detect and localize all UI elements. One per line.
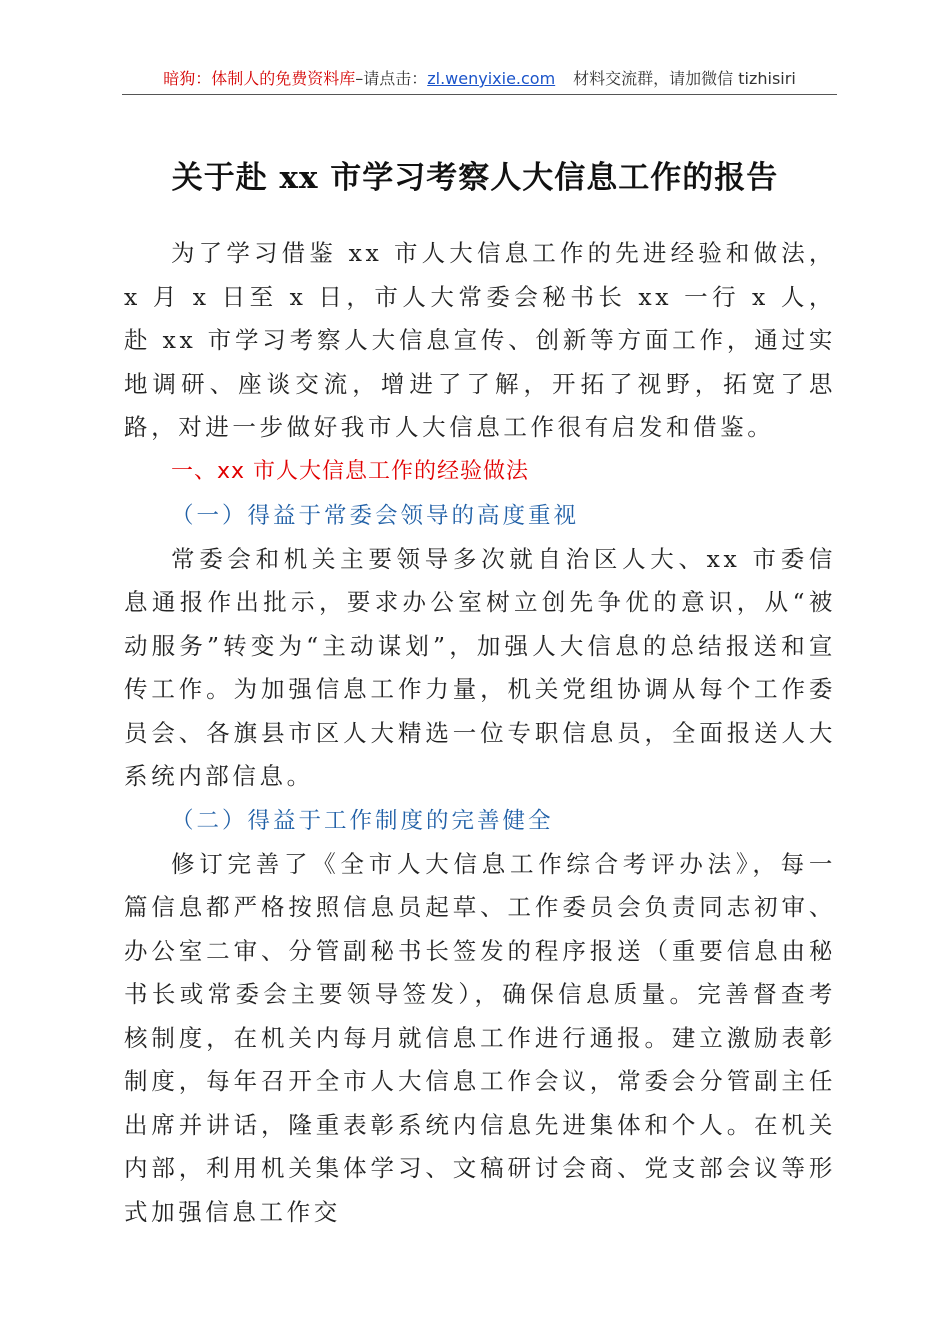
subsection-heading: （二）得益于工作制度的完善健全 <box>171 807 554 834</box>
header-divider <box>122 94 837 95</box>
site-link[interactable]: zl.wenyixie.com <box>427 69 556 88</box>
section-heading: 一、xx 市人大信息工作的经验做法 <box>171 458 530 484</box>
page-header <box>122 66 837 92</box>
promo-text: 暗狗：体制人的免费资料库 <box>163 69 356 88</box>
document-title: 关于赴 xx 市学习考察人大信息工作的报告 <box>171 160 779 196</box>
wechat-note: 材料交流群，请加微信 tizhisiri <box>573 69 796 88</box>
click-prompt: –请点击： <box>355 69 428 88</box>
subsection-heading: （一）得益于常委会领导的高度重视 <box>171 502 580 529</box>
intro-paragraph: 为了学习借鉴 xx 市人大信息工作的先进经验和做法，x 月 x 日至 x 日，市人大常委会秘书长 xx 一行 x 人，赴 xx 市学习考察人大信息宣传、创新等方面工作，通过实地调研、座谈交流，增进了了解，开拓了视野，拓宽了思路，对进一步做好我市人大信息工作很有启发和借鉴。 <box>124 239 836 441</box>
subsection-paragraph: 修订完善了《全市人大信息工作综合考评办法》，每一篇信息都严格按照信息员起草、工作委员会负责同志初审、办公室二审、分管副秘书长签发的程序报送（重要信息由秘书长或常委会主要领导签发），确保信息质量。完善督查考核制度，在机关内每月就信息工作进行通报。建立激励表彰制度，每年召开全市人大信息工作会议，常委会分管副主任出席并讲话，隆重表彰系统内信息先进集体和个人。在机关内部，利用机关集体学习、文稿研讨会商、党支部会议等形式加强信息工作交 <box>124 849 836 1226</box>
document-body <box>124 232 836 1234</box>
subsection-paragraph: 常委会和机关主要领导多次就自治区人大、xx 市委信息通报作出批示，要求办公室树立创先争优的意识，从“被动服务”转变为“主动谋划”，加强人大信息的总结报送和宣传工作。为加强信息工作力量，机关党组协调从每个工作委员会、各旗县市区人大精选一位专职信息员，全面报送人大系统内部信息。 <box>124 544 836 790</box>
